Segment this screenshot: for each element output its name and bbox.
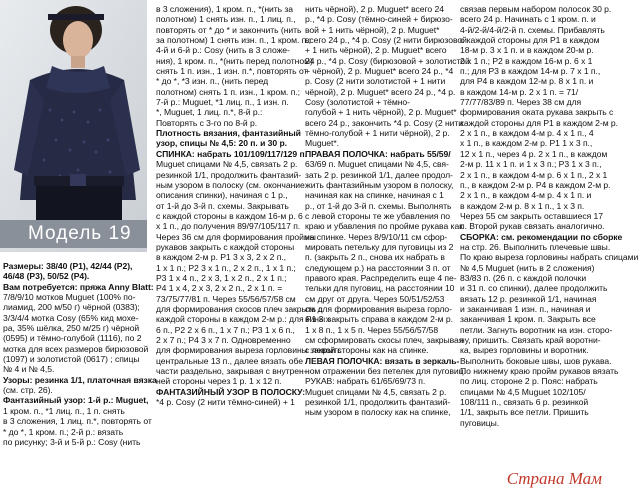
text-line: связав первым набором полосок 30 р. [460, 4, 612, 14]
text-line: по рисунку; 3-й и 5-й р.: Cosy (нить [3, 436, 141, 447]
model-caption: Модель 19 [0, 220, 147, 248]
text-line: *, Muguet, 1 лиц. п.*, 8-й р.: [156, 107, 263, 118]
text-line: Muguet спицами № 4,5, связать 2 р. [305, 386, 447, 397]
text-line: резинкой 1/1, продолжить фантазий- [305, 397, 451, 408]
text-line: полотном) снять 1 п. изн., 1 кром. п.; [156, 86, 301, 97]
text-line: * до *, *3 изн. п., (нить перед [156, 76, 269, 87]
text-line: РУКАВ: набрать 61/65/69/73 п. [305, 376, 426, 387]
text-line: + чёрной), 2 р. Muguet* всего 24 р., *4 [305, 66, 454, 77]
text-line: Плотность вязания, фантазийный [156, 128, 301, 139]
text-line: Через 36 см для формирования проймы [156, 231, 316, 242]
text-line: 73/75/77/81 п. Через 55/56/57/58 см [156, 293, 296, 304]
text-line: Размеры: 38/40 (Р1), 42/44 (Р2), [3, 261, 133, 271]
text-line: 46/48 (Р3), 50/52 (Р4). [3, 271, 90, 282]
text-line: 2-м р. 11 х 1 п. и 1 х 3 п.; Р3 1 х 3 п., [460, 159, 602, 170]
text-line: Muguet спицами № 4,5, связать 2 р. [156, 159, 298, 170]
text-line: ка, вырез горловины и воротник. [460, 345, 589, 356]
text-line: п. Второй рукав связать аналогично. [460, 221, 605, 232]
text-line: мировать петельку для пуговицы из 2 [305, 241, 454, 252]
text-line: 7/8/9/10 мотков Muguet (100% по- [3, 292, 136, 303]
text-line: с каждой стороны для Р1 в каждом [460, 35, 600, 46]
text-line: х 1 п., до получения 89/97/105/117 п. [156, 221, 301, 232]
text-line: 1 кром. п., *1 лиц. п., 1 п. снять [3, 405, 125, 416]
text-line: Через 55 см закрыть оставшиеся 17 [460, 210, 603, 221]
text-line: зать 2 р. резинкой 1/1, далее продол- [305, 169, 453, 180]
text-line: чёрной), 2 р. Muguet* всего 24 р., *4 р. [305, 86, 456, 97]
text-line: 63/69 п. Muguet спицами № 4,5, свя- [305, 159, 449, 170]
text-line: 4-й/2-й/4-й/2-й п. схемы. Прибавлять [460, 24, 605, 35]
text-line: полотном) 1 снять изн. п., 1 лиц. п., [156, 14, 296, 25]
text-line: п.; для Р3 в каждом 14-м р. 7 х 1 п., [460, 66, 601, 77]
text-line: пуговицы. [460, 417, 500, 428]
text-line: № 4 и № 4,5. [3, 364, 55, 375]
text-line: р. Cosy (2 нити золотистой + 1 нити [305, 76, 446, 87]
text-line: ным узором в полоску (см. окончание [156, 179, 305, 190]
text-line: центральные 13 п., далее вязать обе [156, 355, 304, 366]
text-line: Р3 1 х 4 п., 2 х 3, 1 х 2 п., 2 х 1 п.; [156, 272, 287, 283]
text-line: на спинке. Через 8/9/10/11 см сфор- [305, 231, 448, 242]
model-figure-image [0, 0, 147, 252]
text-line: заканчивая 1 кром. п. Закрыть все [460, 314, 596, 325]
text-column-1 [3, 261, 157, 447]
text-line: х 1 п., в каждом 2-м р. Р1 1 х 3 п., [460, 138, 593, 149]
text-line: 1/1, закрыть все петли. Пришить [460, 407, 589, 418]
text-line: № 4,5 Muguet (нить в 2 сложения) [460, 262, 595, 273]
text-line: следующем р.) на расстоянии 3 п. от [305, 262, 451, 273]
text-line: тёмно-голубой + 1 нити чёрной), 2 р. [305, 128, 450, 139]
text-line: повторять от * до * и закончить (нить [156, 24, 302, 35]
text-line: всего 24 р. Начинать с 1 кром. п. и [460, 14, 596, 25]
text-line: Muguet*. [305, 138, 339, 149]
site-watermark: Страна Мам [506, 469, 602, 488]
text-line: *4 р. Cosy (2 нити тёмно-синей) + 1 [156, 397, 295, 408]
text-line: 2 х 1 п.; Р2 в каждом 16-м р. 6 х 1 [460, 55, 593, 66]
text-line: 2 х 1 п., в каждом 4-м р. 6 х 1 п., 2 х 1 [460, 169, 608, 180]
text-line: вязать 12 р. резинкой 1/1, начиная [460, 293, 597, 304]
text-column-3 [305, 4, 470, 418]
text-line: Выполнить боковые швы, шов рукава. [460, 355, 612, 366]
text-line: для Р4 в каждом 12-м р. 8 х 1 п. и [460, 76, 594, 87]
model-photo [0, 0, 147, 252]
text-line: Р4 1 х 4, 2 х 3, 2 х 2 п., 2 х 1 п. = [156, 283, 283, 294]
text-line: за полотном) 1 снять изн. п., 1 кром. п.; [156, 35, 311, 46]
text-line: По краю выреза горловины набрать спицами [460, 252, 638, 263]
text-line: тельки для пуговиц, на расстоянии 10 [305, 283, 455, 294]
text-line: с каждой стороны в каждом 16-м р. 6 [156, 210, 303, 221]
text-line: СБОРКА: см. рекомендации по сборке [460, 231, 623, 242]
text-line: (см. стр. 26). [3, 385, 53, 396]
text-line: на стр. 26. Выполнить плечевые швы. [460, 241, 611, 252]
text-line: в каждом 2-м р. Р1 3 х 3, 2 х 2 п., [156, 252, 287, 263]
text-line: всего 24 р., *4 р. Cosy (2 нити бирюзовой [305, 35, 467, 46]
text-line: 83/83 п. (26 п. с каждой полочки [460, 272, 587, 283]
text-line: 7-й р.: Muguet, *1 лиц. п., 1 изн. п. [156, 97, 289, 108]
text-line: 4-й и 6-й р.: Cosy (нить в 3 сложе- [156, 45, 290, 56]
text-line: от 1-й до 3-й п. схемы. Закрывать [156, 200, 289, 211]
text-line: каждой стороны в каждом 2-м р.: для Р1 3 х [156, 314, 330, 325]
text-line: см для формирования выреза горло- [305, 303, 452, 314]
text-column-4 [460, 4, 638, 428]
text-line: петли. Загнуть воротник на изн. сторо- [460, 324, 613, 335]
text-line: лиамид, 200 м/50 г) чёрной (0383); [3, 302, 140, 313]
text-line: 1 х 1 п.; Р2 3 х 1 п., 2 х 2 п., 1 х 1 п.; [156, 262, 296, 273]
text-line: 108/111 п., связать 6 р. резинкой [460, 397, 589, 408]
text-line: 6 п., Р2 2 х 6 п., 1 х 7 п.; Р3 1 х 6 п., [156, 324, 295, 335]
text-line: нить чёрной), 2 р. Muguet* всего 24 [305, 4, 444, 14]
text-line: для формирования выреза горловины закрыть [156, 345, 342, 356]
text-line: формирования окатa рукава закрыть с [460, 107, 614, 118]
text-line: 1 х 8 п., 1 х 5 п. Через 55/56/57/58 [305, 324, 439, 335]
text-line: и заканчивая 1 изн. п., начиная и [460, 303, 591, 314]
text-line: и 31 п. со спинки), далее продолжить [460, 283, 608, 294]
text-line: (1097) и золотистой (0617) ; спицы [3, 354, 140, 365]
text-line: п., в каждом 2-м р. Р4 в каждом 2-м р. [460, 179, 611, 190]
text-line: Узоры: резинка 1/1, платочная вязка [3, 374, 157, 385]
text-line: ней стороны через 1 р. 1 х 12 п. [156, 376, 282, 387]
text-line: По нижнему краю пройм рукавов вязать [460, 366, 619, 377]
text-line: краю и убавления по пройме рукава как [305, 221, 463, 232]
text-line: ра, 35% шёлка, 250 м/25 г) чёрной [3, 323, 140, 334]
text-column-2 [156, 4, 342, 408]
text-line: мотка для всех размеров бирюзовой [3, 343, 149, 354]
text-line: с левой стороны те же убавления по [305, 210, 451, 221]
text-line: 24 р., *4 р. Cosy (бирюзовой + золотистой [305, 55, 470, 66]
text-line: * до *, 1 кром. п.; 2-й р.: вязать [3, 426, 124, 437]
text-line: п. (закрыть 2 п., снова их набрать в [305, 252, 445, 263]
text-line: в каждом 14-м р. 2 х 1 п. = 71/ [460, 86, 579, 97]
text-line: с левой стороны как на спинке. [305, 345, 429, 356]
text-line: ЛЕВАЯ ПОЛОЧКА: вязать в зеркаль- [305, 355, 460, 366]
text-line: жить фантазийным узором в полоску, [305, 179, 454, 190]
text-line: резинкой 1/1, продолжить фантазий- [156, 169, 302, 180]
text-line: каждой стороны для Р1 в каждом 2-м р. [460, 117, 618, 128]
text-line: р., *4 р. Cosy (тёмно-синей + бирюзо- [305, 14, 453, 25]
text-line: голубой + 1 нить чёрной), 2 р. Muguet* [305, 107, 457, 118]
text-line: в 3 сложения), 1 кром. п., *(нить за [156, 4, 294, 14]
text-line: спицами № 4,5 Muguet 102/105/ [460, 386, 586, 397]
text-line: СПИНКА: набрать 101/109/117/129 п. [156, 148, 307, 159]
text-line: 12 х 1 п., через 4 р. 2 х 1 п., в каждом [460, 148, 608, 159]
text-line: (0595) и тёмно-голубой (1116), по 2 [3, 333, 142, 344]
text-line: 77/77/83/89 п. Через 38 см для [460, 97, 582, 108]
text-line: 18-м р. 3 х 1 п. и в каждом 20-м р. [460, 45, 594, 56]
text-line: снять 1 п. изн., 1 изн. п.*, повторять от [156, 66, 308, 77]
text-line: узор, спицы № 4,5: 20 п. и 30 р. [156, 138, 287, 149]
text-line: Вам потребуется: пряжа Anny Blatt: [3, 281, 154, 292]
text-line: описания спинки), начиная с 1 р., [156, 190, 288, 201]
text-line: начиная как на спинке, начиная с 1 [305, 190, 444, 201]
text-line: р., от 1-й до 3-й п. схемы. Выполнять [305, 200, 452, 211]
text-line: в каждом 2-м р. 8 х 1 п., 1 х 3 п. [460, 200, 585, 211]
text-line: ния), 1 кром. п., *(нить перед полотном) [156, 55, 313, 66]
text-line: для формирования скосов плеч закрыть с [156, 303, 323, 314]
text-line: 2 х 7 п.; Р4 3 х 7 п. Одновременно [156, 335, 291, 345]
text-line: правого края. Распределить еще 4 пе- [305, 272, 457, 283]
text-line: 3/3/4/4 мотка Cosy (65% кид мохе- [3, 312, 139, 323]
text-line: по лиц. стороне 2 р. Пояс: набрать [460, 376, 598, 387]
text-line: части раздельно, закрывая с внутрен- [156, 366, 307, 377]
text-line: ном отражении без петелек для пуговиц. [305, 366, 466, 377]
text-line: Cosy (золотистой + тёмно- [305, 97, 410, 108]
text-line: рукавов закрыть с каждой стороны [156, 241, 295, 252]
text-line: + 1 нить чёрной), 2 р. Muguet* всего [305, 45, 447, 56]
text-line: ным узором в полоску как на спинке, [305, 407, 451, 418]
text-line: вины закрыть справа в каждом 2-м р. [305, 314, 453, 325]
text-line: вой + 1 нить чёрной), 2 р. Muguet* [305, 24, 440, 35]
text-line: 2 х 1 п., в каждом 4-м р. 4 х 1 п. и [460, 190, 592, 201]
text-line: Фантазийный узор: 1-й р.: Muguet, [3, 395, 149, 406]
text-line: ПРАВАЯ ПОЛОЧКА: набрать 55/59/ [305, 148, 451, 159]
text-line: ФАНТАЗИЙНЫЙ УЗОР В ПОЛОСКУ: [156, 386, 306, 397]
text-line: Повторять с 3-го по 8-й р. [156, 117, 258, 128]
text-line: в 3 сложения, 1 лиц. п.*, повторять от [3, 416, 152, 427]
text-line: 2 х 1 п., в каждом 4-м р. 4 х 1 п., 4 [460, 128, 594, 139]
text-line: см друг от друга. Через 50/51/52/53 [305, 293, 445, 304]
text-line: всего 24 р., закончить *4 р. Cosy (2 нити [305, 117, 464, 128]
text-line: см сформировать скосы плеч, закрывая [305, 335, 464, 345]
text-line: ну, пришить. Связать край воротни- [460, 335, 601, 345]
